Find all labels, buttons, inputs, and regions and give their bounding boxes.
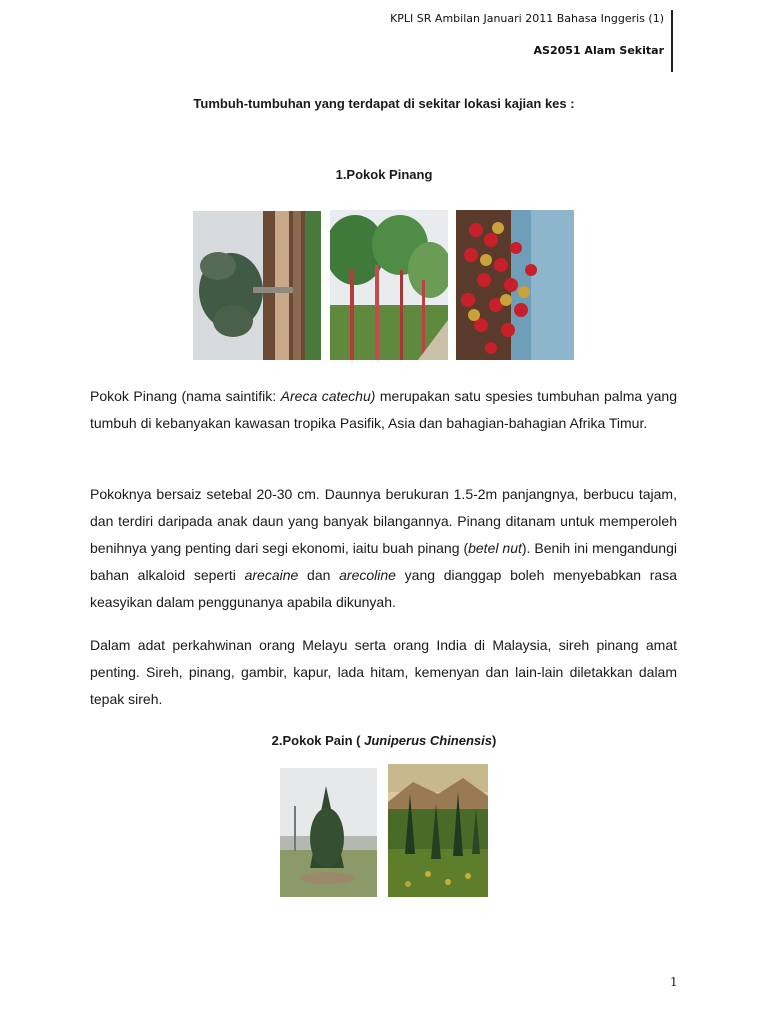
pinang-paragraph-custom: Dalam adat perkahwinan orang Melayu serta orang India di Malaysia, sireh pinang amat penting. Sireh, pinang, gambir, kapur, lada hitam, kemenyan dan lain-lain diletakkan dalam tepak sireh.	[90, 637, 677, 707]
section-1-heading: 1.Pokok Pinang	[335, 167, 433, 182]
header-course-line: KPLI SR Ambilan Januari 2011 Bahasa Inggeris (1)	[390, 12, 664, 25]
pinang-trees-row-photo	[330, 210, 448, 360]
page-title: Tumbuh-tumbuhan yang terdapat di sekitar lokasi kajian kes :	[193, 96, 575, 111]
section-2-heading: 2.Pokok Pain ( Juniperus Chinensis)	[271, 733, 497, 748]
pinang-paragraph-description: Pokoknya bersaiz setebal 20-30 cm. Daunnya berukuran 1.5-2m panjangnya, berbucu tajam, dan terdiri daripada anak daun yang banyak bilangannya. Pinang ditanam untuk memperoleh benihnya yang penting dari segi ekonomi, iaitu buah pinang (betel nut). Benih ini mengandungi bahan alkaloid seperti arecaine dan arecoline yang dianggap boleh menyebabkan rasa keasyikan dalam penggunanya apabila dikunyah.	[90, 486, 677, 610]
header-divider	[671, 10, 673, 72]
pinang-fruits-photo	[456, 210, 574, 360]
page-number: 1	[670, 975, 678, 989]
header-subject-line: AS2051 Alam Sekitar	[533, 44, 664, 57]
pinang-paragraph-intro: Pokok Pinang (nama saintifik: Areca catechu) merupakan satu spesies tumbuhan palma yang tumbuh di kebanyakan kawasan tropika Pasifik, Asia dan bahagian-bahagian Afrika Timur.	[90, 388, 677, 431]
pinang-tree-rotated-photo	[193, 211, 321, 360]
juniper-tree-photo	[280, 768, 377, 897]
juniper-forest-mountain-photo	[388, 764, 488, 897]
